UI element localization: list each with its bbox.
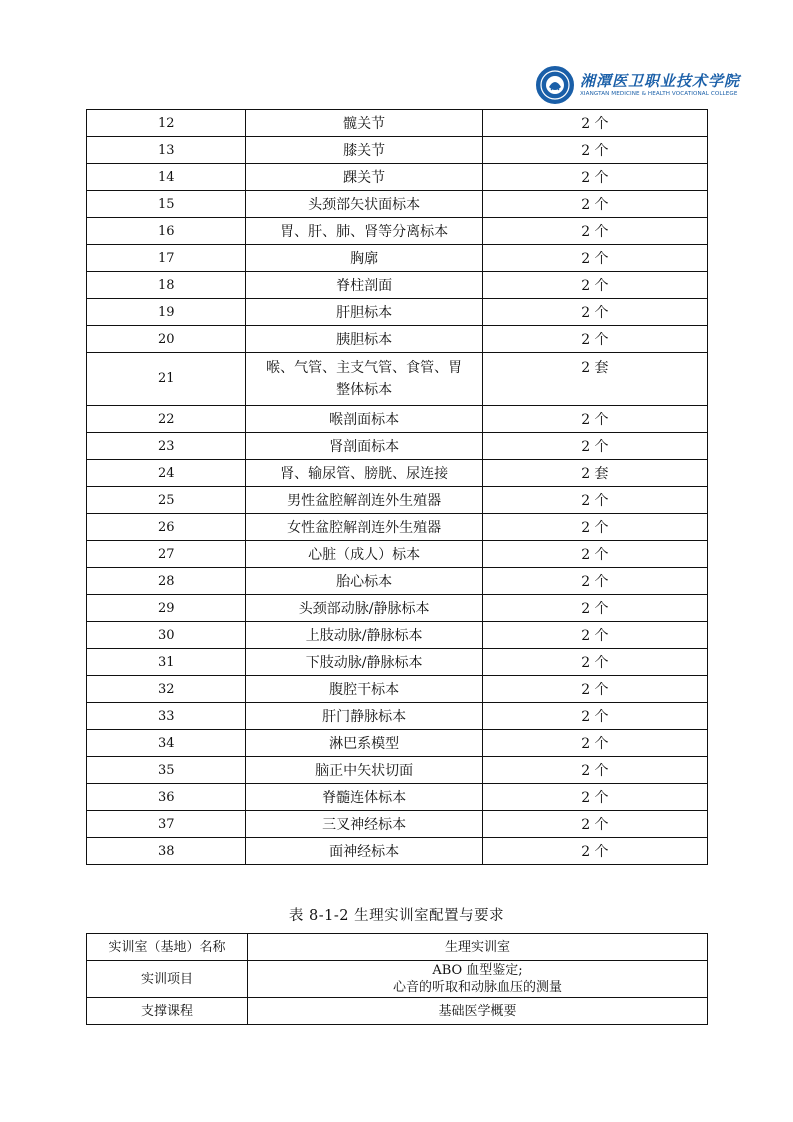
name-line: 喉、气管、主支气管、食管、胃: [266, 360, 463, 376]
quantity: 2 个: [482, 568, 707, 595]
specimen-name: 踝关节: [246, 164, 482, 191]
quantity: 2 个: [482, 784, 707, 811]
table-row: [87, 703, 708, 730]
row-number: 16: [87, 218, 246, 245]
table-row: [87, 406, 708, 433]
specimen-name: 胃、肝、肺、肾等分离标本: [246, 218, 482, 245]
specimen-name: 喉剖面标本: [246, 406, 482, 433]
specimen-name: 胸廓: [246, 245, 482, 272]
quantity: 2 个: [482, 137, 707, 164]
row-number: 13: [87, 137, 246, 164]
quantity: 2 个: [482, 649, 707, 676]
table-row: [87, 998, 708, 1025]
quantity: 2 套: [482, 460, 707, 487]
table-row: [87, 541, 708, 568]
table-row: [87, 110, 708, 137]
table-row: [87, 676, 708, 703]
quantity: 2 个: [482, 191, 707, 218]
quantity: 2 个: [482, 245, 707, 272]
specimen-name: 腹腔干标本: [246, 676, 482, 703]
quantity: 2 个: [482, 487, 707, 514]
quantity: 2 个: [482, 272, 707, 299]
row-number: 25: [87, 487, 246, 514]
specimen-name: 淋巴系模型: [246, 730, 482, 757]
table-row: [87, 757, 708, 784]
specimen-name: 心脏（成人）标本: [246, 541, 482, 568]
quantity: 2 个: [482, 164, 707, 191]
table-row: [87, 191, 708, 218]
specimen-name: 下肢动脉/静脉标本: [246, 649, 482, 676]
row-number: 17: [87, 245, 246, 272]
table-row: [87, 649, 708, 676]
quantity: 2 个: [482, 541, 707, 568]
specimen-name: 肾剖面标本: [246, 433, 482, 460]
row-number: 28: [87, 568, 246, 595]
quantity: 2 个: [482, 622, 707, 649]
row-number: 26: [87, 514, 246, 541]
table-row: [87, 838, 708, 865]
logo-subtitle: XIANGTAN MEDICINE & HEALTH VOCATIONAL COLLEGE: [580, 91, 738, 97]
specimen-name: 肾、输尿管、膀胱、尿连接: [246, 460, 482, 487]
specimen-name: 头颈部动脉/静脉标本: [246, 595, 482, 622]
specimen-name: 肝门静脉标本: [246, 703, 482, 730]
quantity: 2 个: [482, 811, 707, 838]
college-logo: [536, 66, 741, 108]
specimen-name: 男性盆腔解剖连外生殖器: [246, 487, 482, 514]
quantity: 2 个: [482, 110, 707, 137]
quantity: 2 个: [482, 703, 707, 730]
specimen-name: 膝关节: [246, 137, 482, 164]
row-label: 实训室（基地）名称: [87, 934, 248, 961]
row-number: 34: [87, 730, 246, 757]
table-row: [87, 730, 708, 757]
row-number: 36: [87, 784, 246, 811]
table-row: [87, 137, 708, 164]
specimen-name: 肝胆标本: [246, 299, 482, 326]
row-number: 24: [87, 460, 246, 487]
specimen-table: [86, 109, 708, 865]
quantity: 2 个: [482, 838, 707, 865]
specimen-name: 胎心标本: [246, 568, 482, 595]
row-value: [248, 961, 708, 998]
quantity: 2 个: [482, 757, 707, 784]
value-line: 心音的听取和动脉血压的测量: [392, 980, 562, 995]
table-caption: 表 8-1-2 生理实训室配置与要求: [288, 908, 505, 924]
specimen-name: 三叉神经标本: [246, 811, 482, 838]
row-number: 23: [87, 433, 246, 460]
specimen-name: 脊髓连体标本: [246, 784, 482, 811]
row-number: 29: [87, 595, 246, 622]
row-value: 生理实训室: [248, 934, 708, 961]
specimen-name: 上肢动脉/静脉标本: [246, 622, 482, 649]
quantity: 2 个: [482, 218, 707, 245]
table-row: [87, 784, 708, 811]
row-number: 38: [87, 838, 246, 865]
table-row: [87, 811, 708, 838]
row-value: 基础医学概要: [248, 998, 708, 1025]
specimen-name: 胰胆标本: [246, 326, 482, 353]
quantity: 2 个: [482, 595, 707, 622]
college-emblem-icon: [536, 66, 574, 104]
quantity: 2 个: [482, 676, 707, 703]
logo-title: 湘潭医卫职业技术学院: [580, 72, 741, 90]
row-label: 实训项目: [87, 961, 248, 998]
table-row: [87, 164, 708, 191]
row-number: 32: [87, 676, 246, 703]
physiology-lab-table: [86, 933, 708, 1025]
specimen-name: 面神经标本: [246, 838, 482, 865]
quantity: 2 个: [482, 326, 707, 353]
name-line: 整体标本: [336, 382, 393, 398]
table-row: [87, 934, 708, 961]
row-number: 19: [87, 299, 246, 326]
table-row: [87, 245, 708, 272]
row-number: 20: [87, 326, 246, 353]
table-row: [87, 460, 708, 487]
row-number: 15: [87, 191, 246, 218]
row-number: 33: [87, 703, 246, 730]
row-number: 14: [87, 164, 246, 191]
row-number: 27: [87, 541, 246, 568]
specimen-name: 髋关节: [246, 110, 482, 137]
quantity: 2 个: [482, 730, 707, 757]
specimen-name: 脊柱剖面: [246, 272, 482, 299]
table-row: [87, 299, 708, 326]
specimen-name: 脑正中矢状切面: [246, 757, 482, 784]
table-row: [87, 487, 708, 514]
table-row: [87, 514, 708, 541]
row-number: 31: [87, 649, 246, 676]
specimen-name: [246, 353, 482, 406]
table-row: [87, 272, 708, 299]
table-row: [87, 595, 708, 622]
quantity: 2 个: [482, 433, 707, 460]
row-number: 12: [87, 110, 246, 137]
quantity: 2 套: [482, 353, 707, 406]
table-row: [87, 433, 708, 460]
table-row: [87, 218, 708, 245]
table-row: [87, 961, 708, 998]
specimen-name: 女性盆腔解剖连外生殖器: [246, 514, 482, 541]
row-number: 21: [87, 353, 246, 406]
specimen-name: 头颈部矢状面标本: [246, 191, 482, 218]
row-number: 22: [87, 406, 246, 433]
row-number: 35: [87, 757, 246, 784]
quantity: 2 个: [482, 514, 707, 541]
row-number: 18: [87, 272, 246, 299]
table-row: [87, 622, 708, 649]
table-row: [87, 568, 708, 595]
table-row: [87, 353, 708, 406]
quantity: 2 个: [482, 299, 707, 326]
table-row: [87, 326, 708, 353]
row-label: 支撑课程: [87, 998, 248, 1025]
quantity: 2 个: [482, 406, 707, 433]
row-number: 37: [87, 811, 246, 838]
row-number: 30: [87, 622, 246, 649]
value-line: ABO 血型鉴定;: [432, 963, 523, 978]
